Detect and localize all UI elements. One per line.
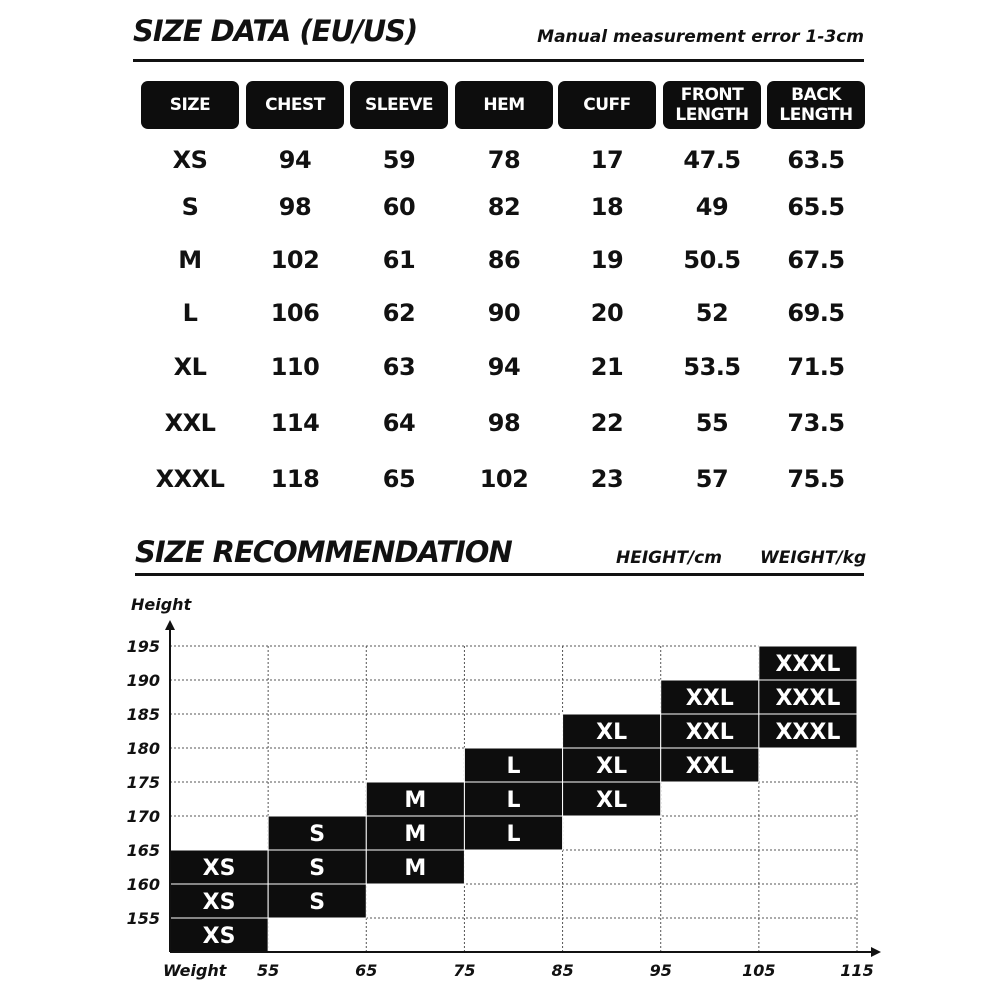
size-cell-label: XL (596, 754, 628, 779)
measurement-note: Manual measurement error 1-3cm (537, 27, 864, 47)
measurement-cell: 61 (382, 246, 416, 274)
size-cell-label: XXL (685, 686, 734, 711)
measurement-cell: 71.5 (787, 353, 845, 381)
size-cell-label: S (309, 890, 326, 915)
measurement-cell: 22 (590, 409, 624, 437)
size-label-cell: S (181, 193, 199, 221)
size-cell-label: XXL (685, 754, 734, 779)
size-label-cell: XS (172, 146, 208, 174)
measurement-cell: 53.5 (683, 353, 741, 381)
size-cell-label: XL (596, 720, 628, 745)
column-header-label: BACK LENGTH (779, 85, 853, 125)
measurement-cell: 60 (382, 193, 416, 221)
measurement-cell: 57 (695, 465, 729, 493)
measurement-cell: 114 (270, 409, 320, 437)
measurement-cell: 106 (270, 299, 320, 327)
measurement-cell: 52 (695, 299, 729, 327)
measurement-cell: 19 (590, 246, 624, 274)
measurement-cell: 65.5 (787, 193, 845, 221)
size-cell-label: XXL (685, 720, 734, 745)
y-axis-title: Height (131, 595, 192, 614)
size-label-cell: XL (173, 353, 207, 381)
measurement-cell: 63 (382, 353, 416, 381)
y-tick-label: 160 (126, 875, 160, 894)
column-header-label: CHEST (265, 95, 325, 115)
size-cell-label: M (404, 822, 427, 847)
size-label-cell: L (182, 299, 198, 327)
measurement-cell: 17 (590, 146, 624, 174)
measurement-cell: 94 (278, 146, 312, 174)
x-tick-label: 115 (840, 961, 874, 980)
measurement-cell: 73.5 (787, 409, 845, 437)
y-tick-label: 175 (126, 773, 160, 792)
measurement-cell: 63.5 (787, 146, 845, 174)
measurement-cell: 90 (487, 299, 521, 327)
column-header-label: FRONT LENGTH (675, 85, 749, 125)
measurement-cell: 98 (487, 409, 521, 437)
y-tick-label: 180 (126, 739, 160, 758)
size-cell-label: XXXL (775, 720, 841, 745)
measurement-cell: 82 (487, 193, 521, 221)
size-cell-label: XL (596, 788, 628, 813)
measurement-cell: 110 (270, 353, 320, 381)
y-tick-label: 185 (126, 705, 160, 724)
measurement-cell: 49 (695, 193, 729, 221)
size-cell-label: XXXL (775, 652, 841, 677)
size-cell-label: S (309, 822, 326, 847)
measurement-cell: 65 (382, 465, 416, 493)
measurement-cell: 67.5 (787, 246, 845, 274)
size-cell-label: M (404, 856, 427, 881)
measurement-cell: 64 (382, 409, 416, 437)
y-tick-label: 155 (126, 909, 160, 928)
measurement-cell: 86 (487, 246, 521, 274)
y-axis-arrow-icon (165, 620, 175, 630)
size-cell-label: L (506, 822, 521, 847)
x-tick-label: 95 (649, 961, 672, 980)
size-cell-label: XS (202, 890, 236, 915)
size-label-cell: XXXL (155, 465, 225, 493)
size-cell-label: S (309, 856, 326, 881)
size-data-title: SIZE DATA (EU/US) (133, 14, 418, 48)
x-axis-title: Weight (163, 961, 227, 980)
y-tick-label: 195 (126, 637, 160, 656)
x-tick-label: 75 (453, 961, 476, 980)
y-tick-label: 190 (126, 671, 160, 690)
measurement-cell: 78 (487, 146, 521, 174)
size-cell-label: XS (202, 924, 236, 949)
measurement-cell: 102 (270, 246, 320, 274)
size-recommendation-title: SIZE RECOMMENDATION (135, 535, 512, 569)
measurement-cell: 98 (278, 193, 312, 221)
measurement-cell: 94 (487, 353, 521, 381)
measurement-cell: 18 (590, 193, 624, 221)
column-header-label: HEM (483, 95, 525, 115)
column-header-label: CUFF (583, 95, 631, 115)
measurement-cell: 23 (590, 465, 624, 493)
measurement-cell: 69.5 (787, 299, 845, 327)
size-label-cell: M (178, 246, 202, 274)
measurement-cell: 62 (382, 299, 416, 327)
size-cell-label: L (506, 788, 521, 813)
measurement-cell: 21 (590, 353, 624, 381)
size-cell-label: XS (202, 856, 236, 881)
column-header-label: SLEEVE (364, 95, 434, 115)
x-tick-label: 85 (551, 961, 574, 980)
y-tick-label: 170 (126, 807, 160, 826)
size-cell-label: M (404, 788, 427, 813)
x-axis-arrow-icon (871, 947, 881, 957)
size-cell-label: L (506, 754, 521, 779)
measurement-cell: 55 (695, 409, 729, 437)
x-tick-label: 55 (257, 961, 280, 980)
weight-unit-label: WEIGHT/kg (760, 548, 867, 568)
measurement-cell: 20 (590, 299, 624, 327)
measurement-cell: 102 (479, 465, 529, 493)
measurement-cell: 118 (270, 465, 320, 493)
x-tick-label: 105 (742, 961, 776, 980)
size-label-cell: XXL (164, 409, 216, 437)
measurement-cell: 47.5 (683, 146, 741, 174)
size-cell-label: XXXL (775, 686, 841, 711)
height-unit-label: HEIGHT/cm (616, 548, 722, 568)
x-tick-label: 65 (355, 961, 378, 980)
y-tick-label: 165 (126, 841, 160, 860)
measurement-cell: 59 (382, 146, 416, 174)
column-header-label: SIZE (169, 95, 211, 115)
measurement-cell: 75.5 (787, 465, 845, 493)
measurement-cell: 50.5 (683, 246, 741, 274)
